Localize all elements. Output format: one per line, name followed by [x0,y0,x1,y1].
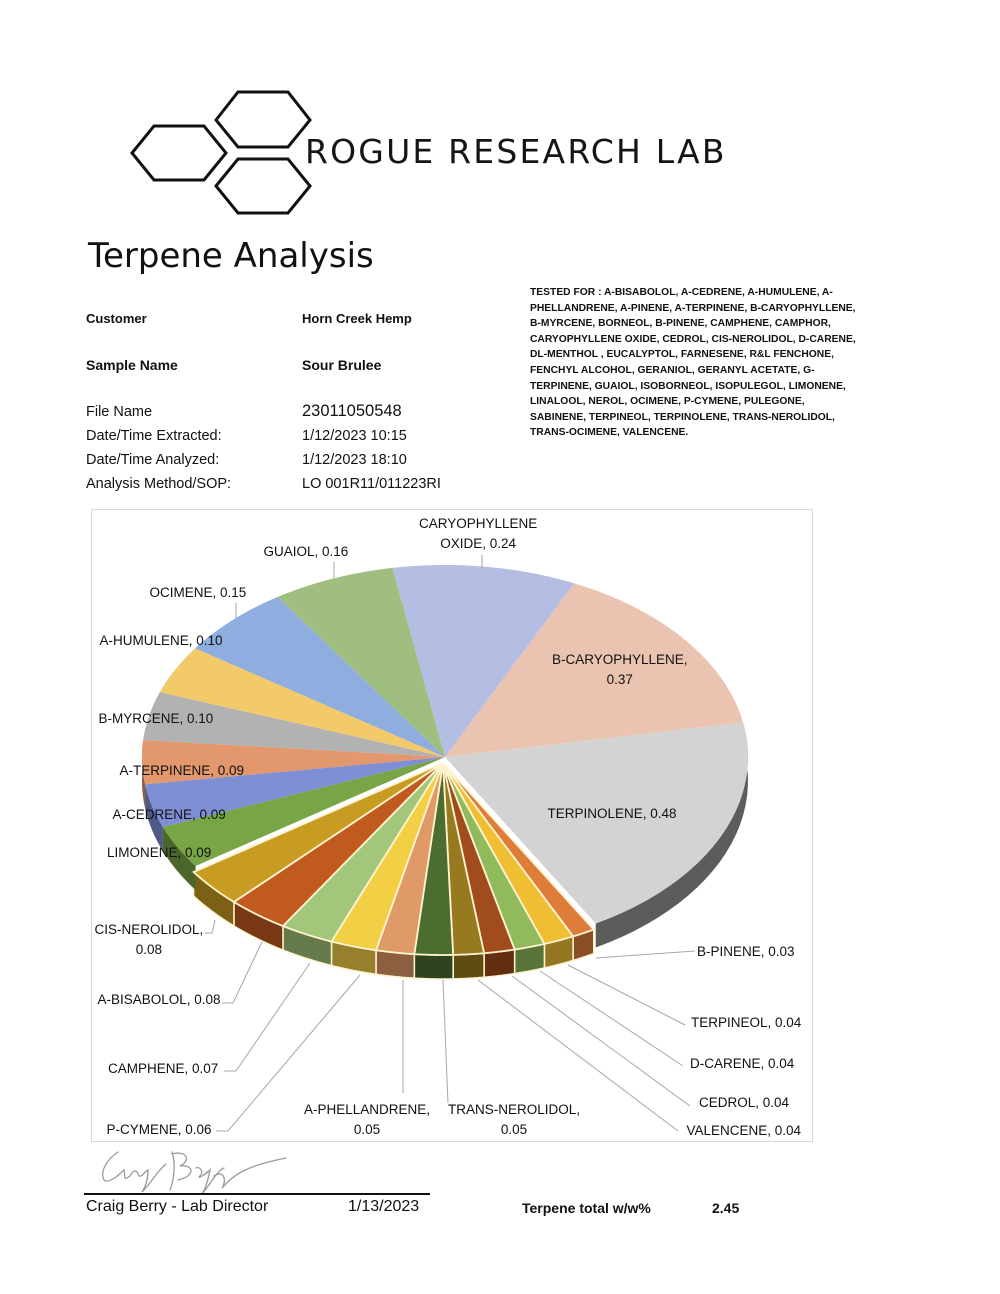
data-label-line: OXIDE, 0.24 [440,536,517,551]
data-label-line: LIMONENE, 0.09 [107,845,212,860]
leader-line [205,920,215,933]
data-label-line: CEDROL, 0.04 [699,1095,790,1110]
pie-slice-side [453,953,484,979]
data-label-line: A-TERPINENE, 0.09 [119,763,245,778]
extracted-value: 1/12/2023 10:15 [302,428,407,444]
data-label-line: B-MYRCENE, 0.10 [98,711,214,726]
data-label-line: 0.08 [135,942,163,957]
data-label [99,709,214,729]
data-label-line: 0.05 [353,1122,381,1137]
data-label [113,805,226,825]
terpene-total-value: 2.45 [712,1200,740,1216]
analyzed-value: 1/12/2023 18:10 [302,452,407,468]
data-label [697,942,795,962]
file-name-label: File Name [86,404,153,420]
data-label-line: TERPINOLENE, 0.48 [547,806,677,821]
data-label-line: CARYOPHYLLENE [419,516,538,531]
data-label-line: B-CARYOPHYLLENE, [552,652,688,667]
data-label [448,1100,580,1140]
analyzed-label: Date/Time Analyzed: [86,452,220,468]
data-label [107,843,211,863]
method-label: Analysis Method/SOP: [86,476,232,492]
data-label [150,583,247,603]
method-value: LO 001R11/011223RI [302,476,441,492]
data-label-line: D-CARENE, 0.04 [690,1056,795,1071]
data-label [699,1093,789,1113]
leader-line [512,976,690,1106]
data-label-line: 0.37 [606,672,633,687]
data-label [98,990,221,1010]
data-label [107,1120,212,1140]
data-label-line: A-PHELLANDRENE, [304,1102,431,1117]
signature-icon [96,1146,306,1196]
data-label-line: GUAIOL, 0.16 [263,544,349,559]
data-label-line: TERPINEOL, 0.04 [691,1015,802,1030]
data-label-line: CIS-NEROLIDOL, [94,922,204,937]
data-label-line: P-CYMENE, 0.06 [106,1122,212,1137]
sample-name-value: Sour Brulee [302,357,382,373]
file-name-value: 23011050548 [302,402,402,420]
customer-label: Customer [86,311,147,326]
extracted-label: Date/Time Extracted: [86,428,222,444]
signer-name: Craig Berry - Lab Director [86,1198,269,1215]
data-label-line: TRANS-NEROLIDOL, [448,1102,581,1117]
data-label [691,1013,801,1033]
leader-line [222,942,262,1003]
data-label [304,1100,430,1140]
leader-line [596,951,695,958]
data-label-line: A-BISABOLOL, 0.08 [97,992,221,1007]
data-label-line: CAMPHENE, 0.07 [108,1061,219,1076]
page-title: Terpene Analysis [88,236,374,276]
tested-for-list: TESTED FOR : A-BISABOLOL, A-CEDRENE, A-HUMULENE, A-PHELLANDRENE, A-PINENE, A-TERPINENE, B-CARYOPHYLLENE, B-MYRCENE, BORNEOL, B-PINENE, CAMPHENE, CAMPHOR, CARYOPHYLLENE OXIDE, CEDROL, CIS-NEROLIDOL, D-CARENE, DL-MENTHOL , EUCALYPTOL, FARNESENE, R&L FENCHONE, FENCHYL ALCOHOL, GERANIOL, GERANYL ACETATE, G-TERPINENE, GUAIOL, ISOBORNEOL, ISOPULEGOL, LIMONENE, LINALOOL, NEROL, OCIMENE, P-CYMENE, PULEGONE, SABINENE, TERPINEOL, TERPINOLENE, TRANS-NEROLIDOL, TRANS-OCIMENE, VALENCENE. [530,287,856,439]
sample-name-label: Sample Name [86,357,178,373]
brand-name: ROGUE RESEARCH LAB [305,132,727,171]
data-label-line: B-PINENE, 0.03 [697,944,795,959]
pie-slice-side [414,954,453,979]
data-label [100,631,223,651]
data-label-line: VALENCENE, 0.04 [686,1123,802,1138]
data-label-line: A-CEDRENE, 0.09 [112,807,226,822]
leader-line [224,963,310,1071]
data-label [690,1054,794,1074]
leader-line [568,965,685,1025]
sign-date: 1/13/2023 [348,1198,420,1215]
data-label [419,514,537,554]
data-label-line: A-HUMULENE, 0.10 [99,633,223,648]
data-label-line: 0.05 [500,1122,528,1137]
data-label [264,542,349,562]
leader-line [540,971,683,1066]
terpene-total-label: Terpene total w/w% [522,1200,651,1216]
data-label-line: OCIMENE, 0.15 [149,585,247,600]
leader-line [443,980,448,1103]
data-label [552,650,688,690]
data-label [120,761,245,781]
data-label [687,1121,802,1141]
data-label [548,804,677,824]
data-label [95,920,204,960]
customer-value: Horn Creek Hemp [302,311,412,326]
signature-line [84,1193,430,1195]
data-label [108,1059,218,1079]
